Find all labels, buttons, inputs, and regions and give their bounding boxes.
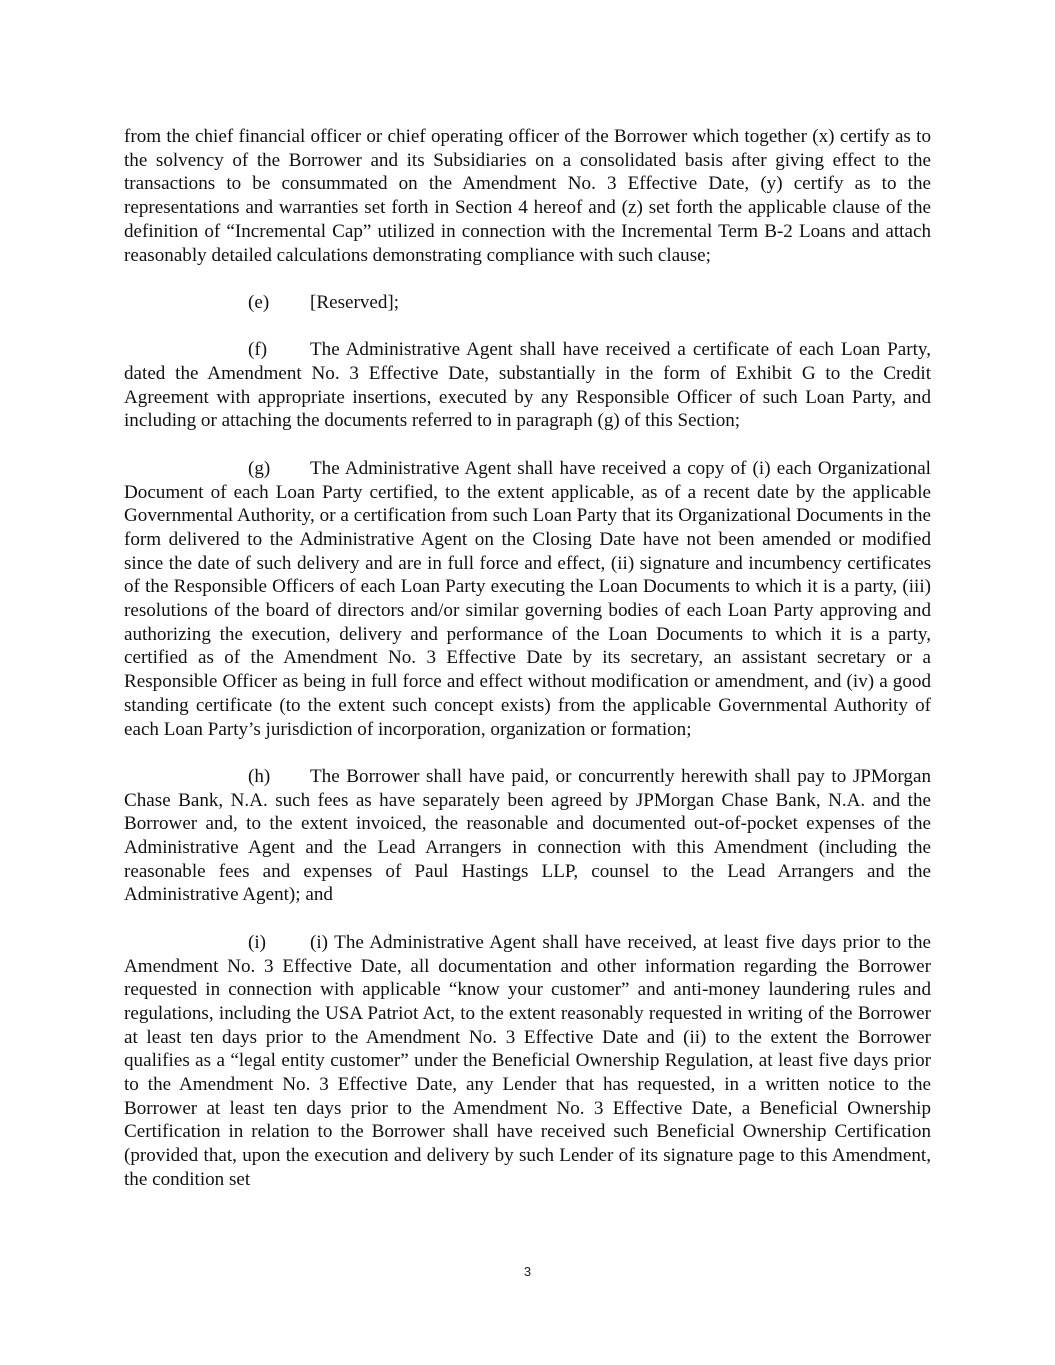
continuation-paragraph: from the chief financial officer or chief operating officer of the Borrower which together (x) certify as to the solvency of the Borrower and its Subsidiaries on a consolidated basis after giving effect to the transactions to be consummated on the Amendment No. 3 Effective Date, (y) certify as to the representations and warranties set forth in Section 4 hereof and (z) set forth the applicable clause of the definition of “Incremental Cap” utilized in connection with the Incremental Term B-2 Loans and attach reasonably detailed calculations demonstrating compliance with such clause; — [124, 126, 931, 266]
paragraph-marker: (g) — [248, 457, 271, 479]
paragraph-marker: (i) — [248, 931, 267, 953]
paragraph-i — [124, 931, 931, 1192]
paragraph-marker: (e) — [248, 291, 270, 313]
paragraph-marker: (f) — [248, 339, 268, 361]
paragraph-text: The Borrower shall have paid, or concurrently herewith shall pay to JPMorgan Chase Bank, N.A. such fees as have separately been agreed by JPMorgan Chase Bank, N.A. and the Borrower and, to the extent invoiced, the reasonable and documented out-of-pocket expenses of the Administrative Agent and the Lead Arrangers in connection with this Amendment (including the reasonable fees and expenses of Paul Hastings LLP, counsel to the Lead Arrangers and the Administrative Agent); and — [124, 765, 931, 906]
paragraph-text: (i) The Administrative Agent shall have received, at least five days prior to the Amendment No. 3 Effective Date, all documentation and other information regarding the Borrower requested in connection with applicable “know your customer” and anti-money laundering rules and regulations, including the USA Patriot Act, to the extent reasonably requested in writing of the Borrower at least ten days prior to the Amendment No. 3 Effective Date and (ii) to the extent the Borrower qualifies as a “legal entity customer” under the Beneficial Ownership Regulation, at least five days prior to the Amendment No. 3 Effective Date, any Lender that has requested, in a written notice to the Borrower at least ten days prior to the Amendment No. 3 Effective Date, a Beneficial Ownership Certification in relation to the Borrower shall have received such Beneficial Ownership Certification (provided that, upon the execution and delivery by such Lender of its signature page to this Amendment, the condition set — [124, 931, 931, 1190]
document-body — [124, 125, 931, 1215]
paragraph-g — [124, 457, 931, 741]
paragraph-e — [124, 291, 931, 315]
paragraph-h — [124, 765, 931, 907]
paragraph-text: [Reserved]; — [310, 291, 400, 313]
paragraph-marker: (h) — [248, 765, 271, 787]
page-number: 3 — [523, 1264, 532, 1279]
paragraph-text: The Administrative Agent shall have received a certificate of each Loan Party, dated the Amendment No. 3 Effective Date, substantially in the form of Exhibit G to the Credit Agreement with appropriate insertions, executed by any Responsible Officer of such Loan Party, and including or attaching the documents referred to in paragraph (g) of this Section; — [124, 339, 931, 432]
paragraph-f — [124, 338, 931, 433]
paragraph-text: The Administrative Agent shall have received a copy of (i) each Organizational Document of each Loan Party certified, to the extent applicable, as of a recent date by the applicable Governmental Authority, or a certification from such Loan Party that its Organizational Documents in the form delivered to the Administrative Agent on the Closing Date have not been amended or modified since the date of such delivery and are in full force and effect, (ii) signature and incumbency certificates of the Responsible Officers of each Loan Party executing the Loan Documents to which it is a party, (iii) resolutions of the board of directors and/or similar governing bodies of each Loan Party approving and authorizing the execution, delivery and performance of the Loan Documents to which it is a party, certified as of the Amendment No. 3 Effective Date by its secretary, an assistant secretary or a Responsible Officer as being in full force and effect without modification or amendment, and (iv) a good standing certificate (to the extent such concept exists) from the applicable Governmental Authority of each Loan Party’s jurisdiction of incorporation, organization or formation; — [124, 457, 931, 740]
